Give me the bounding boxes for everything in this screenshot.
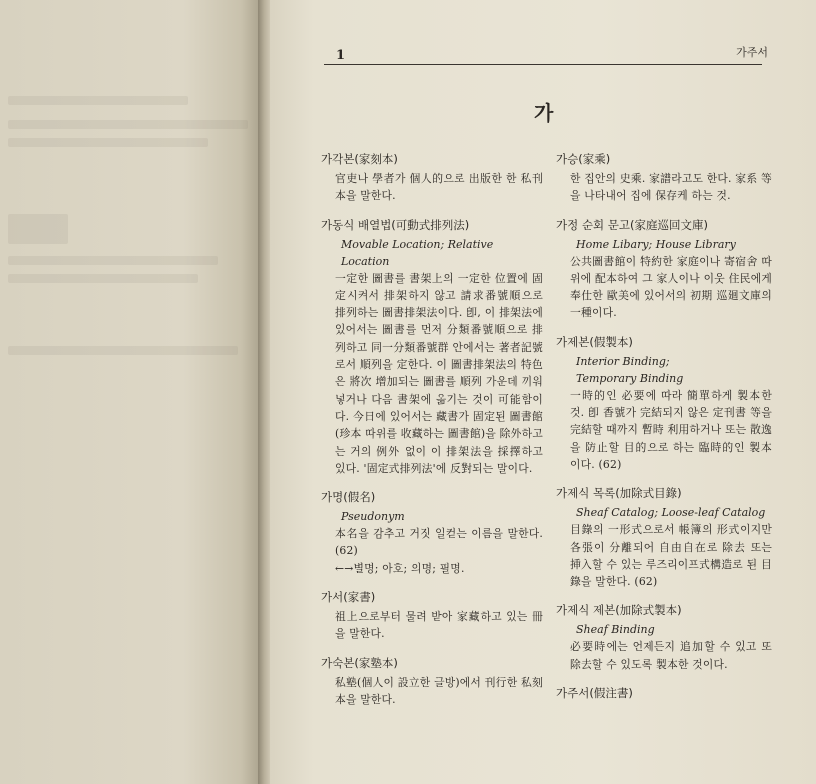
left-column (321, 151, 543, 720)
dictionary-entry (556, 602, 772, 673)
entry-definition: 한 집안의 史乘. 家譜라고도 한다. 家系 等을 나타내어 집에 保存케 하는 것. (570, 172, 772, 203)
dictionary-entry (556, 334, 772, 473)
bleed-through-text (8, 138, 208, 147)
dictionary-entry (321, 489, 543, 577)
dictionary-entry (321, 589, 543, 643)
entry-definition: 祖上으로부터 물려 받아 家藏하고 있는 冊을 말한다. (335, 610, 543, 641)
page-number: 1 (336, 48, 346, 63)
running-head: 가주서 (736, 46, 768, 59)
entry-definition: 私塾(個人이 設立한 글방)에서 刊行한 私刻本을 말한다. (335, 675, 543, 706)
entry-headword: 가명(假名) (321, 490, 376, 505)
right-page (270, 0, 816, 784)
entry-headword: 가동식 배열법(可動式排列法) (321, 217, 470, 232)
section-heading: 가 (534, 101, 554, 125)
entry-english-term: Pseudonym (341, 510, 405, 524)
entry-headword: 가정 순회 문고(家庭巡回文庫) (556, 217, 708, 232)
entry-headword: 가주서(假注書) (556, 686, 633, 701)
entry-english-term: Interior Binding; (576, 354, 670, 368)
dictionary-entry (321, 151, 543, 205)
header-rule (324, 64, 762, 65)
entry-headword: 가숙본(家塾本) (321, 655, 398, 670)
entry-headword: 가승(家乘) (556, 152, 611, 166)
entry-headword: 가제본(假製本) (556, 334, 633, 349)
dictionary-entry (556, 685, 772, 702)
bleed-through-text (8, 214, 68, 244)
entry-headword: 가제식 제본(加除式製本) (556, 603, 682, 618)
bleed-through-text (8, 96, 188, 105)
bleed-through-text (8, 346, 238, 355)
dictionary-entry (556, 217, 772, 322)
entry-english-term: Sheaf Catalog; Loose-leaf Catalog (576, 506, 766, 520)
left-page (0, 0, 262, 784)
bleed-through-text (8, 120, 248, 129)
entry-english-term: Home Libary; House Library (576, 237, 736, 251)
entry-definition: 一定한 圖書를 書架上의 一定한 位置에 固定시켜서 排架하지 않고 請求番號順으로 排列하는 圖書排架法이다. 卽, 이 排架法에 있어서는 圖書를 먼저 分類番號順으로 排列하고 同一分類番號群 안에서는 著者記號로서 順列을 定한다. 이 圖書排架法의 特色은 將次 增加되는 圖書를 順列 가운데 끼워 넣거나 다음 書架에 옮기는 것이 可能함이다. 今日에 있어서는 藏書가 固定된 圖書館(珍本 따위를 收藏하는 圖書館)을 除外하고는 거의 例外 없이 이 排架法을 採擇하고 있다. '固定式排列法'에 反對되는 말이다. (335, 271, 543, 475)
entry-english-term: Movable Location; Relative Location (341, 237, 494, 268)
entry-cross-reference: ←→별명; 아호; 의명; 필명. (335, 561, 465, 575)
entry-headword: 가제식 목록(加除式目錄) (556, 486, 682, 501)
bleed-through-text (8, 274, 198, 283)
dictionary-entry (556, 485, 772, 590)
right-column (556, 151, 772, 714)
entry-definition: 官吏나 學者가 個人的으로 出版한 한 私刊本을 말한다. (335, 172, 543, 203)
entry-english-term: Temporary Binding (576, 371, 684, 385)
entry-definition: 必要時에는 언제든지 追加할 수 있고 또 除去할 수 있도록 製本한 것이다. (570, 640, 772, 671)
entry-headword: 가각본(家刻本) (321, 152, 398, 166)
bleed-through-text (8, 256, 218, 265)
dictionary-entry (321, 655, 543, 709)
entry-english-term: Sheaf Binding (576, 623, 655, 637)
entry-definition: 公共圖書館이 特約한 家庭이나 寄宿舍 따위에 配本하여 그 家人이나 이웃 住民에게 奉仕한 歐美에 있어서의 初期 巡廻文庫의 一種이다. (570, 254, 772, 320)
entry-definition: 本名을 감추고 거짓 일컫는 이름을 말한다. (62) (335, 527, 543, 558)
entry-definition: 一時的인 必要에 따라 簡單하게 製本한 것. 卽 香號가 完結되지 않은 定刊書 等을 完結할 때까지 暫時 利用하거나 또는 散逸을 防止할 目的으로 하는 臨時的인 製本이다. (62) (570, 388, 772, 471)
entry-headword: 가서(家書) (321, 590, 376, 605)
dictionary-entry (321, 217, 543, 478)
entry-definition: 目錄의 一形式으로서 帳簿의 形式이지만 各張이 分離되어 自由自在로 除去 또는 挿入할 수 있는 루즈리이프式構造로 된 目錄을 말한다. (62) (570, 523, 772, 589)
dictionary-entry (556, 151, 772, 205)
